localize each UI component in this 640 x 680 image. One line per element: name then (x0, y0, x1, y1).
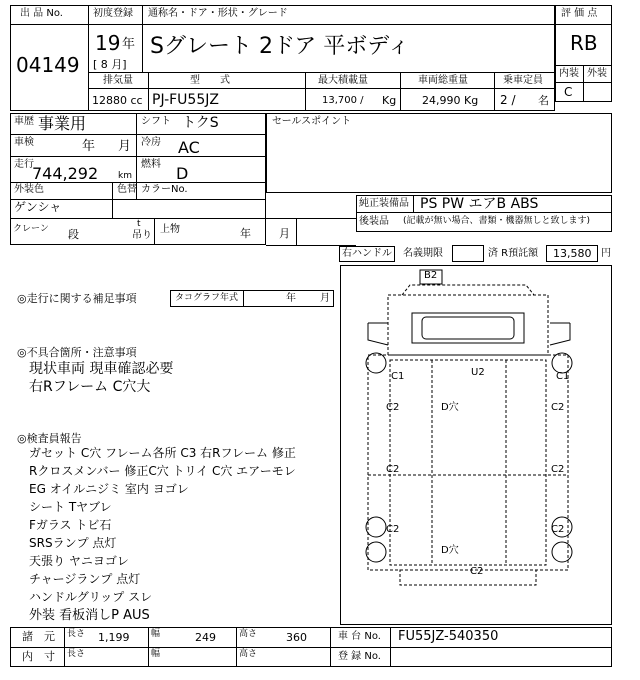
inspector-line: 天張り ヤニヨゴレ (29, 554, 129, 568)
damage-c2-left-mid: C2 (386, 464, 400, 475)
damage-c2-right-bottom: C2 (551, 524, 565, 535)
eval-label: 評 価 点 (561, 8, 598, 19)
damage-c1-left: C1 (391, 371, 405, 382)
height: 360 (286, 631, 307, 644)
damage-c2-rear: C2 (470, 566, 484, 577)
inspector-line: SRSランプ 点灯 (29, 536, 117, 550)
inspector-label: ◎検査員報告 (17, 432, 82, 445)
first-reg-label: 初度登録 (93, 8, 133, 19)
right-handle: 右ハンドル (342, 248, 392, 259)
inspector-line: EG オイルニジミ 室内 ヨゴレ (29, 482, 189, 496)
inspector-line: Fガラス トビ石 (29, 518, 112, 532)
ac: AC (178, 138, 200, 157)
inspector-line: ガセット C穴 フレーム各所 C3 右Rフレーム 修正 (29, 446, 296, 460)
inspector-line: ハンドルグリップ スレ (29, 590, 153, 604)
damage-c1-right: C1 (556, 371, 570, 382)
damage-c2-left-top: C2 (386, 402, 400, 413)
mileage: 744,292 (32, 164, 99, 183)
lot-no-label: 出 品 No. (20, 8, 63, 19)
inspector-line: Rクロスメンバー 修正C穴 トリイ C穴 エアーモレ (29, 464, 296, 478)
max-load: 13,700 / (322, 95, 364, 106)
ext-color: ゲンシャ (14, 200, 62, 214)
grade-value: Sグレート 2ドア 平ボディ (150, 34, 410, 59)
damage-c2-right-top: C2 (551, 402, 565, 413)
defect-line: 右Rフレーム C穴大 (29, 379, 151, 395)
recycle-amount: 13,580 (553, 247, 592, 260)
damage-d-hole-top: D穴 (441, 402, 459, 413)
aftermarket-note: (記載が無い場合、書類・機器無しと致します) (403, 216, 591, 226)
grade-label: 通称名・ドア・形状・グレード (148, 8, 288, 19)
sales-point-label: セールスポイント (272, 116, 352, 127)
displacement: 12880 cc (92, 94, 143, 107)
damage-c2-left-bottom: C2 (386, 524, 400, 535)
fuel: D (176, 164, 189, 183)
interior-score: C (564, 85, 573, 99)
width: 249 (195, 631, 216, 644)
damage-b2: B2 (424, 270, 438, 281)
equipment: PS PW エアB ABS (420, 196, 539, 212)
damage-u2: U2 (471, 367, 485, 378)
length: 1,199 (98, 631, 130, 644)
model: PJ-FU55JZ (152, 92, 219, 108)
inspector-line: シート Tヤブレ (29, 500, 112, 514)
gross-weight: 24,990 Kg (422, 94, 479, 107)
first-reg-year: 19 (95, 31, 121, 55)
name-change-box (452, 245, 484, 262)
damage-c2-right-mid: C2 (551, 464, 565, 475)
driving-label: ◎走行に関する補足事項 (17, 292, 137, 305)
eval-score: RB (570, 31, 598, 55)
defect-label: ◎不具合箇所・注意事項 (17, 346, 137, 359)
inspector-line: 外装 看板消しP AUS (29, 608, 150, 623)
shift: トクS (182, 115, 219, 131)
defect-line: 現状車両 現車確認必要 (29, 361, 174, 377)
damage-d-hole-bottom: D穴 (441, 545, 459, 556)
history: 事業用 (38, 114, 87, 133)
inspector-line: チャージランプ 点灯 (29, 572, 141, 586)
lot-no: 04149 (16, 53, 80, 77)
chassis-no: FU55JZ-540350 (398, 629, 499, 644)
capacity: 2 / (500, 93, 516, 107)
first-reg-month: [ 8 月] (93, 58, 127, 71)
